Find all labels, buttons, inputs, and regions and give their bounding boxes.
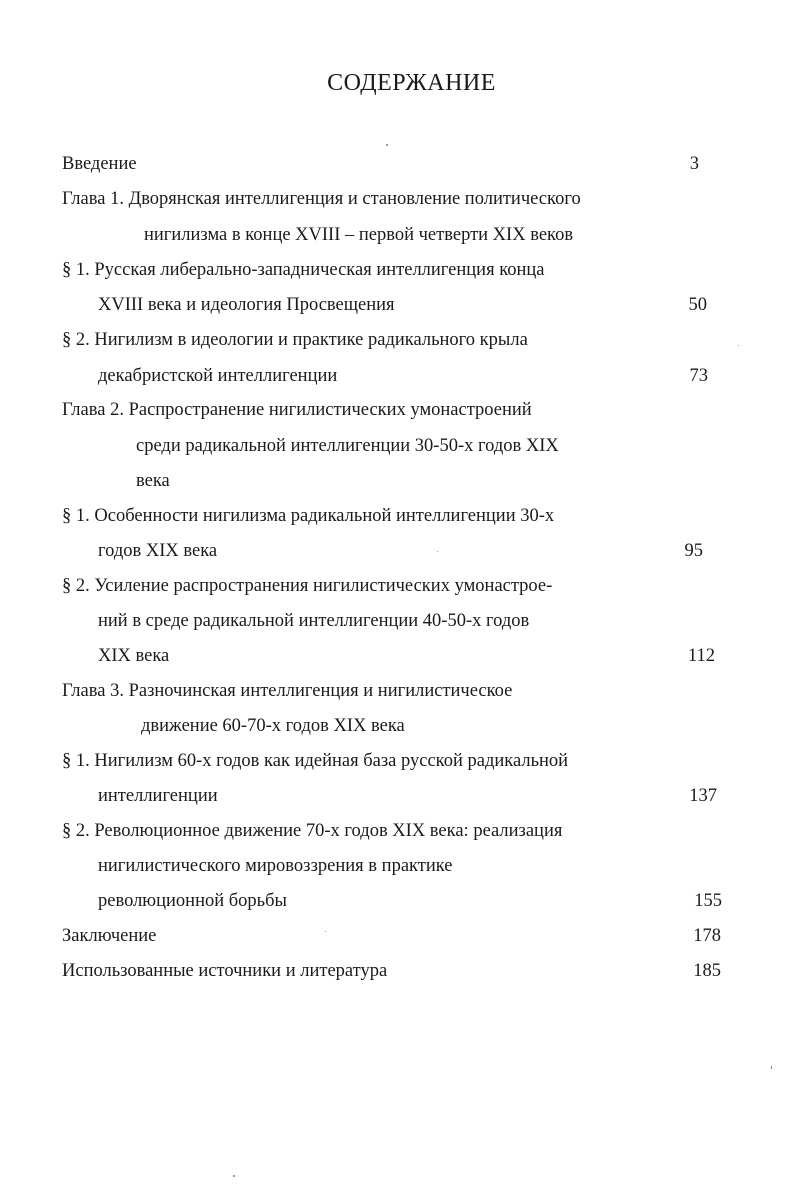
toc-page-number: 178 — [693, 926, 721, 946]
toc-entry-ch2-sec2-cont: ний в среде радикальной интеллигенции 40-50-х годов — [98, 611, 530, 631]
scan-speck — [386, 144, 388, 146]
toc-page-number: 137 — [689, 786, 717, 806]
toc-entry-chapter-2: Глава 2. Распространение нигилистических умонастроений — [62, 400, 532, 420]
page-title: СОДЕРЖАНИЕ — [327, 70, 496, 96]
toc-entry-chapter-2-cont: века — [136, 471, 170, 491]
toc-entry-ch3-sec2: § 2. Революционное движение 70-х годов XIX века: реализация — [62, 821, 563, 841]
toc-entry-ch1-sec1-cont: XVIII века и идеология Просвещения — [98, 295, 395, 315]
scan-speck — [325, 931, 326, 932]
toc-page-number: 112 — [687, 646, 715, 666]
toc-entry-ch3-sec2-cont: революционной борьбы — [98, 891, 287, 911]
toc-entry-ch1-sec2: § 2. Нигилизм в идеологии и практике радикального крыла — [62, 330, 528, 350]
toc-entry-ch2-sec2-cont: XIX века — [98, 646, 170, 666]
toc-entry-chapter-3-cont: движение 60-70-х годов XIX века — [141, 716, 405, 736]
toc-page-number: 95 — [684, 541, 703, 561]
toc-entry-ch3-sec1: § 1. Нигилизм 60-х годов как идейная база русской радикальной — [62, 751, 569, 771]
toc-entry-chapter-1: Глава 1. Дворянская интеллигенция и становление политического — [62, 189, 581, 209]
toc-page-number: 155 — [694, 891, 722, 911]
scan-speck — [437, 551, 438, 552]
toc-entry-bibliography: Использованные источники и литература — [62, 961, 388, 981]
scan-speck — [738, 345, 739, 346]
toc-entry-chapter-3: Глава 3. Разночинская интеллигенция и нигилистическое — [62, 681, 513, 701]
toc-entry-ch1-sec1: § 1. Русская либерально-западническая интеллигенция конца — [62, 260, 545, 280]
toc-entry-chapter-2-cont: среди радикальной интеллигенции 30-50-х годов XIX — [136, 436, 559, 456]
scan-speck — [771, 1066, 772, 1069]
toc-page-number: 50 — [688, 295, 707, 315]
scan-speck — [233, 1175, 235, 1177]
toc-entry-ch3-sec2-cont: нигилистического мировоззрения в практике — [98, 856, 453, 876]
toc-entry-conclusion: Заключение — [62, 926, 157, 946]
toc-entry-chapter-1-cont: нигилизма в конце XVIII – первой четверти XIX веков — [144, 225, 574, 245]
toc-entry-ch3-sec1-cont: интеллигенции — [98, 786, 218, 806]
toc-entry-ch2-sec2: § 2. Усиление распространения нигилистических умонастрое- — [62, 576, 553, 596]
toc-page-number: 185 — [693, 961, 721, 981]
toc-entry-ch2-sec1-cont: годов XIX века — [98, 541, 218, 561]
toc-entry-introduction: Введение — [62, 154, 137, 174]
toc-entry-ch1-sec2-cont: декабристской интеллигенции — [98, 366, 338, 386]
toc-entry-ch2-sec1: § 1. Особенности нигилизма радикальной интеллигенции 30-х — [62, 506, 555, 526]
toc-page-number: 73 — [689, 366, 708, 386]
toc-page-number: 3 — [689, 154, 699, 174]
